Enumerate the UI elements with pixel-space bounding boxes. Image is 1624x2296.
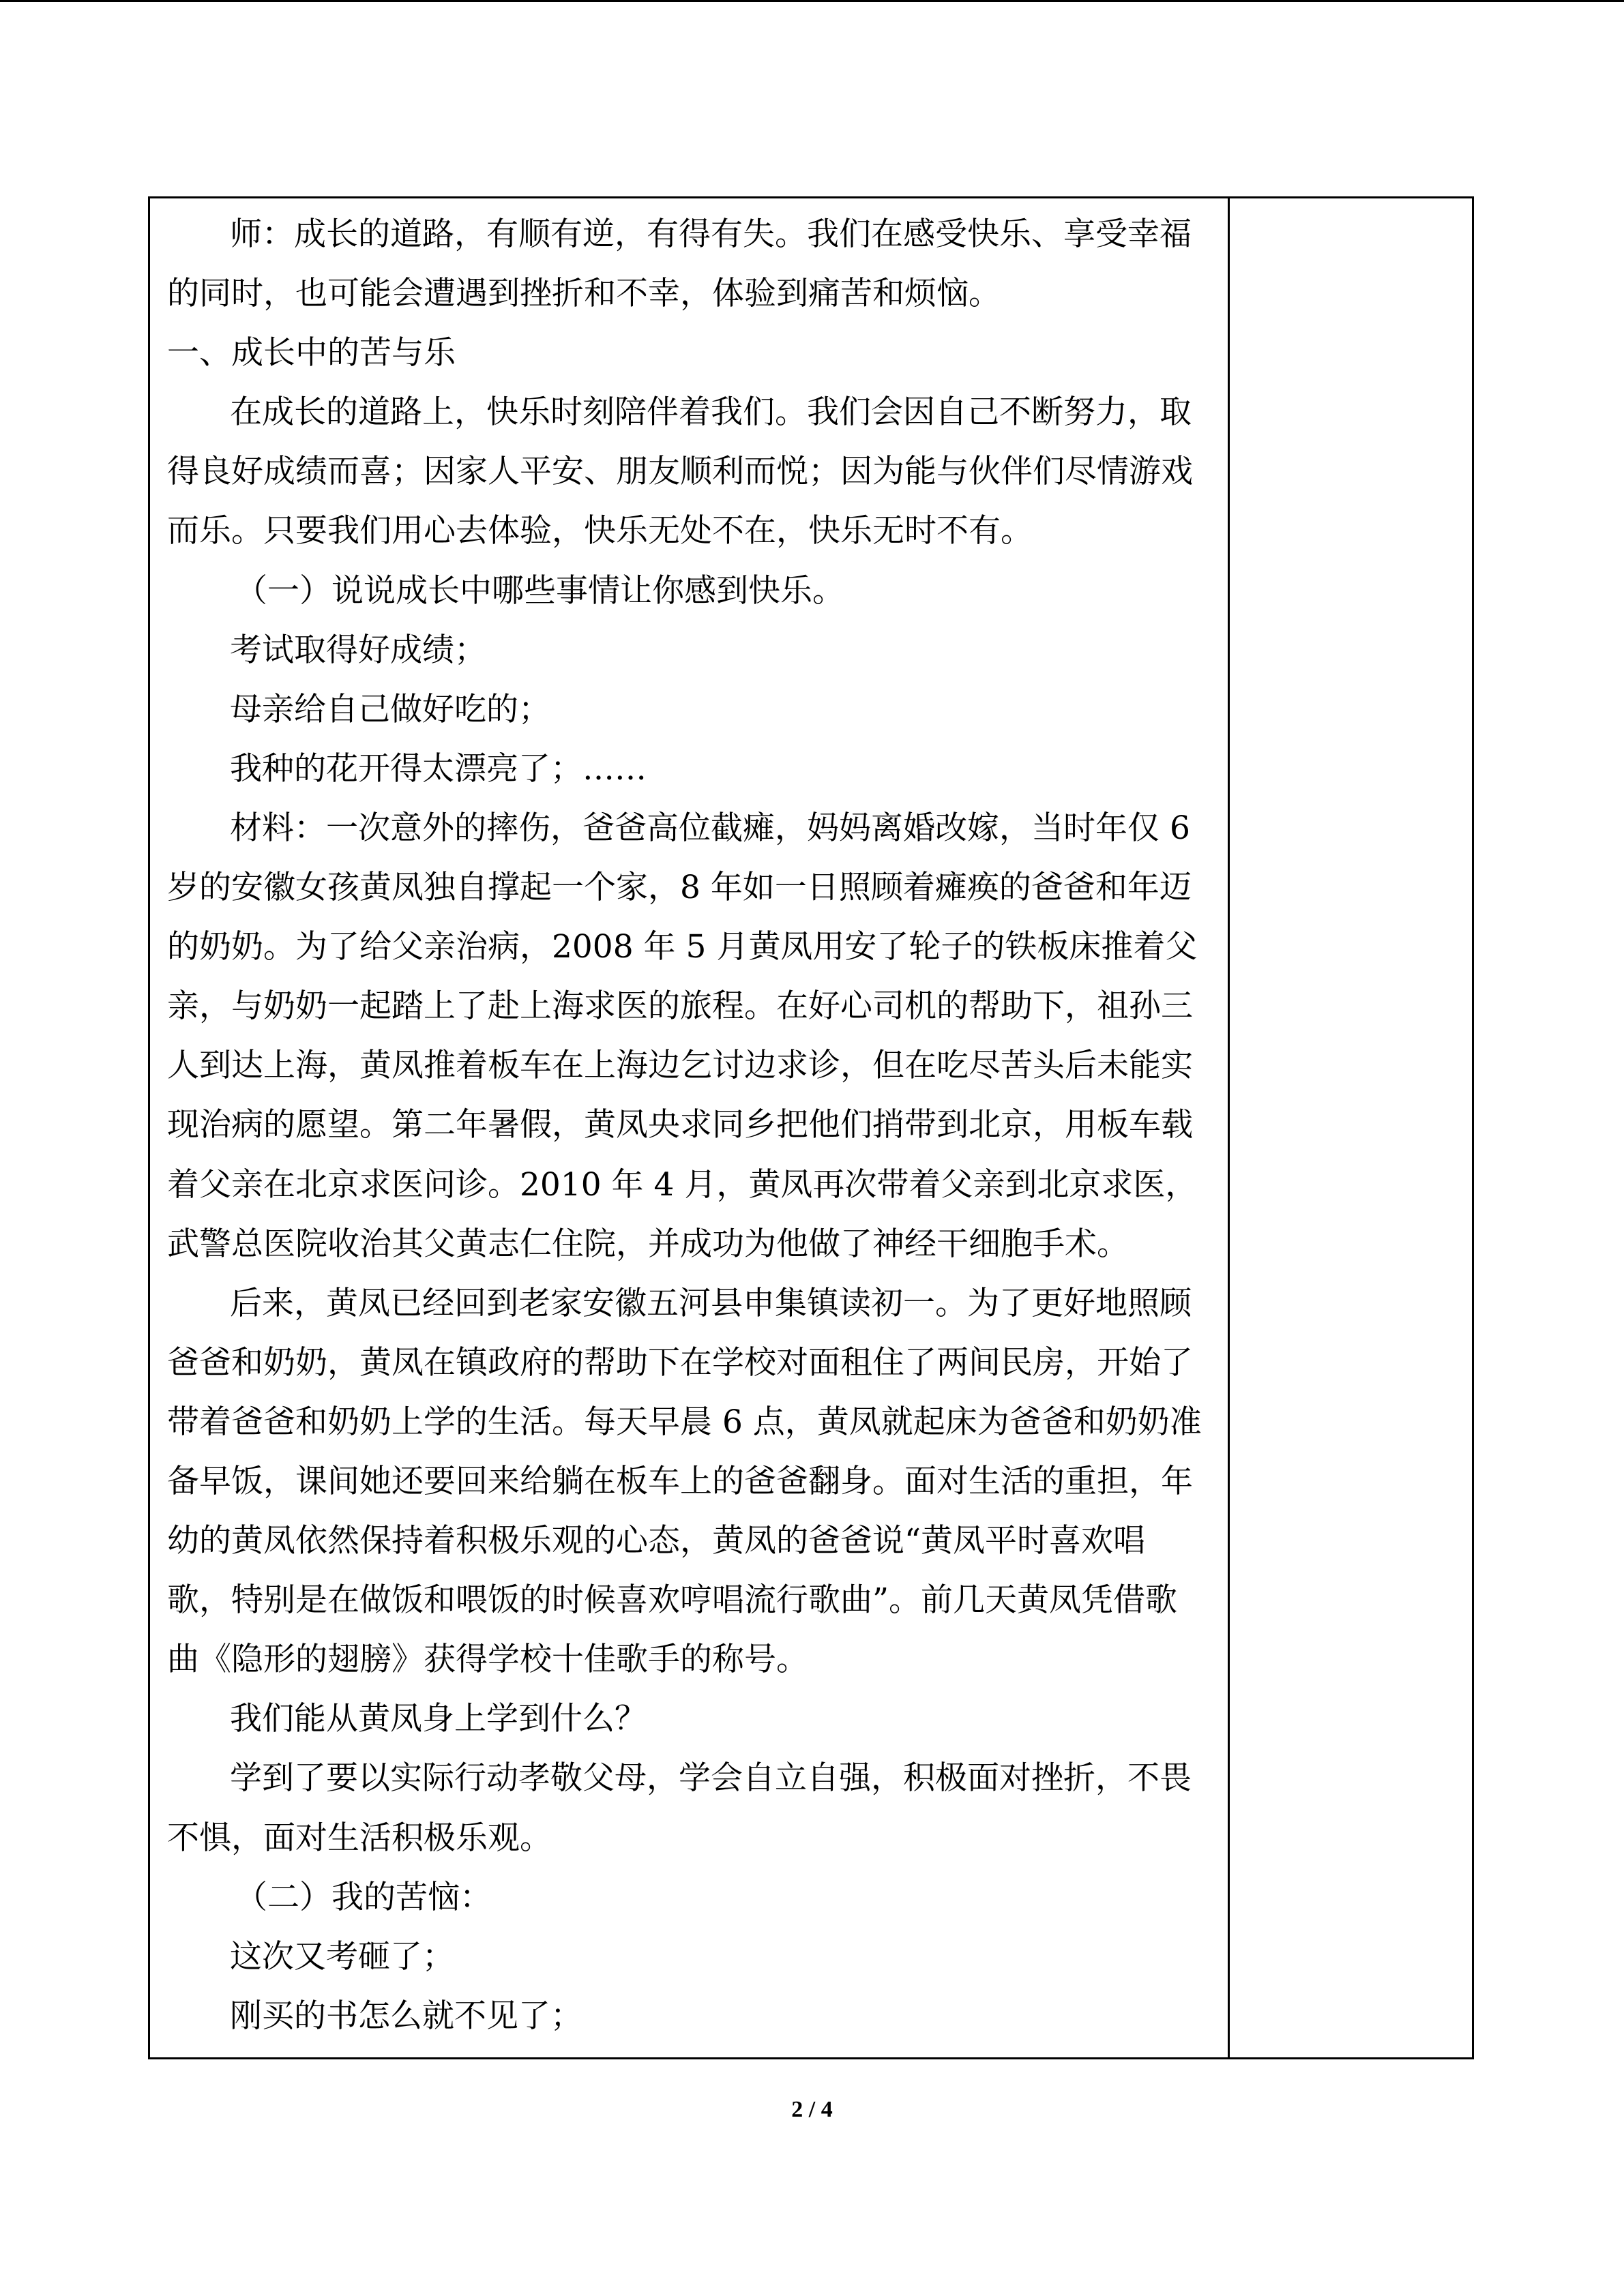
text-line: 爸爸和奶奶，黄凤在镇政府的帮助下在学校对面租住了两间民房，开始了 bbox=[167, 1343, 1193, 1382]
text-line: 备早饭，课间她还要回来给躺在板车上的爸爸翻身。面对生活的重担，年 bbox=[167, 1462, 1193, 1500]
text-line: 亲，与奶奶一起踏上了赴上海求医的旅程。在好心司机的帮助下，祖孙三 bbox=[167, 987, 1193, 1026]
page-number: 2 / 4 bbox=[791, 2097, 833, 2122]
text-line: 武警总医院收治其父黄志仁住院，并成功为他做了神经干细胞手术。 bbox=[167, 1225, 1129, 1263]
text-line: 带着爸爸和奶奶上学的生活。每天早晨 6 点，黄凤就起床为爸爸和奶奶准 bbox=[167, 1403, 1202, 1441]
text-line: 得良好成绩而喜；因家人平安、朋友顺利而悦；因为能与伙伴们尽情游戏 bbox=[167, 453, 1193, 491]
text-line: 人到达上海，黄凤推着板车在上海边乞讨边求诊，但在吃尽苦头后未能实 bbox=[167, 1047, 1193, 1085]
notes-column-divider bbox=[1228, 196, 1230, 2059]
top-border bbox=[0, 0, 1624, 2]
text-line: 的奶奶。为了给父亲治病，2008 年 5 月黄凤用安了轮子的铁板床推着父 bbox=[167, 928, 1198, 966]
text-line: 材料：一次意外的摔伤，爸爸高位截瘫，妈妈离婚改嫁，当时年仅 6 bbox=[230, 809, 1190, 847]
text-line: 曲《隐形的翅膀》获得学校十佳歌手的称号。 bbox=[167, 1641, 808, 1679]
text-line: 不惧，面对生活积极乐观。 bbox=[167, 1819, 552, 1857]
lesson-content bbox=[167, 205, 1217, 2046]
text-line: 后来，黄凤已经回到老家安徽五河县申集镇读初一。为了更好地照顾 bbox=[230, 1284, 1192, 1322]
text-line: 岁的安徽女孩黄凤独自撑起一个家，8 年如一日照顾着瘫痪的爸爸和年迈 bbox=[167, 869, 1192, 907]
text-line: 着父亲在北京求医问诊。2010 年 4 月，黄凤再次带着父亲到北京求医， bbox=[167, 1165, 1198, 1204]
text-line: 的同时，也可能会遭遇到挫折和不幸，体验到痛苦和烦恼。 bbox=[167, 275, 1001, 313]
text-line: 在成长的道路上，快乐时刻陪伴着我们。我们会因自己不断努力，取 bbox=[230, 393, 1192, 432]
text-line: 幼的黄凤依然保持着积极乐观的心态，黄凤的爸爸说“黄凤平时喜欢唱 bbox=[167, 1522, 1146, 1560]
text-line: 现治病的愿望。第二年暑假，黄凤央求同乡把他们捎带到北京，用板车载 bbox=[167, 1106, 1193, 1144]
subsection-heading: （二）我的苦恼： bbox=[235, 1878, 492, 1916]
text-line: 这次又考砸了； bbox=[230, 1937, 454, 1976]
text-line: 母亲给自己做好吃的； bbox=[230, 690, 550, 728]
text-line: 我们能从黄凤身上学到什么？ bbox=[230, 1700, 647, 1738]
text-line: 师：成长的道路，有顺有逆，有得有失。我们在感受快乐、享受幸福 bbox=[230, 215, 1192, 253]
text-line: 考试取得好成绩； bbox=[230, 631, 486, 669]
section-heading: 一、成长中的苦与乐 bbox=[167, 334, 456, 372]
text-line: 歌，特别是在做饭和喂饭的时候喜欢哼唱流行歌曲”。前几天黄凤凭借歌 bbox=[167, 1581, 1178, 1620]
subsection-heading: （一）说说成长中哪些事情让你感到快乐。 bbox=[235, 571, 844, 610]
text-line: 刚买的书怎么就不见了； bbox=[230, 1997, 582, 2035]
text-line: 而乐。只要我们用心去体验，快乐无处不在，快乐无时不有。 bbox=[167, 512, 1033, 550]
text-line: 学到了要以实际行动孝敬父母，学会自立自强，积极面对挫折，不畏 bbox=[230, 1759, 1192, 1798]
text-line: 我种的花开得太漂亮了；…… bbox=[230, 749, 647, 788]
